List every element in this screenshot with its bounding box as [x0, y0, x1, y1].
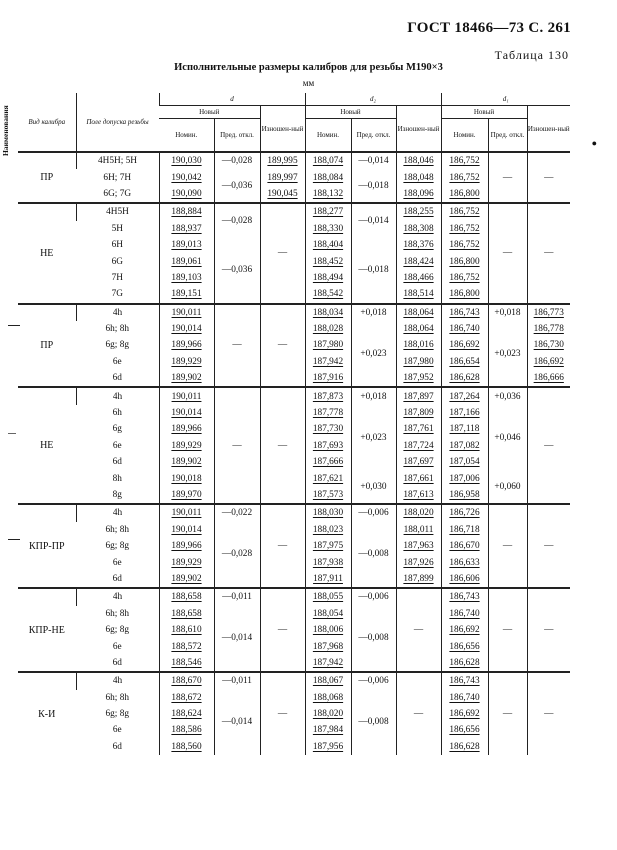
value-cell: 187,916 — [305, 370, 351, 387]
value-cell: —0,006 — [351, 672, 396, 689]
tolerance-cell: 4h — [76, 588, 159, 605]
value-cell: 188,586 — [159, 722, 214, 738]
value-cell: 186,740 — [441, 690, 488, 706]
value-cell: 186,773 — [527, 304, 570, 321]
value-cell: 190,018 — [159, 470, 214, 486]
value-cell: 187,118 — [441, 421, 488, 437]
value-cell: 188,034 — [305, 304, 351, 321]
value-cell: —0,008 — [351, 690, 396, 756]
value-cell: 188,466 — [396, 270, 441, 286]
value-cell: 188,068 — [305, 690, 351, 706]
value-cell: — — [396, 588, 441, 672]
value-cell: 188,884 — [159, 203, 214, 220]
value-cell: 188,255 — [396, 203, 441, 220]
value-cell: — — [488, 504, 527, 588]
header-worn-d: Изношен-ный — [260, 106, 305, 153]
value-cell: 186,800 — [441, 286, 488, 303]
tolerance-cell: 6d — [112, 741, 122, 752]
tolerance-cell: 4h — [76, 672, 159, 689]
tolerance-cell: 6h; 8h — [105, 524, 129, 535]
value-cell: —0,008 — [351, 522, 396, 589]
header-gauge-type: Вид калибра — [18, 93, 76, 152]
tolerance-cell: 6e — [112, 440, 122, 451]
value-cell: 186,628 — [441, 739, 488, 755]
gauge-name: ПР — [18, 152, 76, 203]
value-cell: 189,929 — [159, 354, 214, 370]
value-cell: — — [260, 387, 305, 504]
value-cell: 186,656 — [441, 638, 488, 654]
value-cell: — — [527, 672, 570, 755]
value-cell: 189,103 — [159, 270, 214, 286]
header-worn-d1: Изношен-ный — [527, 106, 570, 153]
value-cell: — — [260, 504, 305, 588]
value-cell: 187,809 — [396, 405, 441, 421]
tolerance-cell: 6d — [112, 657, 122, 668]
value-cell: — — [260, 672, 305, 755]
header-worn-d2: Изношен-ный — [396, 106, 441, 153]
value-cell: 187,661 — [396, 470, 441, 486]
value-cell: 187,942 — [305, 354, 351, 370]
tolerance-cell: 7G — [111, 289, 123, 300]
value-cell: 186,666 — [527, 370, 570, 387]
value-cell: 190,014 — [159, 522, 214, 538]
value-cell: 186,718 — [441, 522, 488, 538]
value-cell: 188,067 — [305, 672, 351, 689]
value-cell: — — [488, 152, 527, 203]
table-row — [18, 186, 570, 203]
page-header — [0, 0, 617, 90]
value-cell: 188,672 — [159, 690, 214, 706]
header-d: d — [159, 93, 305, 106]
table-number: Таблица 130 — [494, 48, 569, 62]
value-cell: 186,752 — [441, 237, 488, 253]
value-cell: 188,096 — [396, 186, 441, 203]
value-cell: 190,011 — [159, 304, 214, 321]
value-cell: 187,968 — [305, 638, 351, 654]
table-caption: Исполнительные размеры калибров для резьбы М190×3 — [174, 62, 443, 73]
value-cell: — — [488, 588, 527, 672]
value-cell: 186,628 — [441, 370, 488, 387]
value-cell: 188,016 — [396, 337, 441, 353]
value-cell: 186,752 — [441, 270, 488, 286]
gauge-name: КПР-НЕ — [18, 588, 76, 672]
value-cell: 187,082 — [441, 438, 488, 454]
value-cell: 188,937 — [159, 221, 214, 237]
value-cell: 188,376 — [396, 237, 441, 253]
value-cell: — — [527, 203, 570, 303]
value-cell: 188,132 — [305, 186, 351, 203]
tolerance-cell: 4h — [76, 504, 159, 521]
value-cell: 190,011 — [159, 504, 214, 521]
value-cell: 186,740 — [441, 606, 488, 622]
value-cell: 187,666 — [305, 454, 351, 470]
tolerance-cell: 6Н — [111, 240, 123, 251]
table-row — [18, 152, 570, 169]
tolerance-cell: 8h — [112, 473, 122, 484]
value-cell: 187,980 — [396, 354, 441, 370]
value-cell: 188,277 — [305, 203, 351, 220]
value-cell: 186,692 — [527, 354, 570, 370]
tolerance-cell: 6g; 8g — [105, 340, 129, 351]
value-cell: — — [527, 504, 570, 588]
value-cell: 187,621 — [305, 470, 351, 486]
gauge-name: ПР — [18, 304, 76, 388]
value-cell: — — [527, 387, 570, 504]
value-cell: 190,042 — [159, 169, 214, 185]
tolerance-cell: 6h; 8h — [105, 692, 129, 703]
value-cell: 186,752 — [441, 203, 488, 220]
value-cell: 188,048 — [396, 169, 441, 185]
value-cell: 187,956 — [305, 739, 351, 755]
value-cell: — — [396, 672, 441, 755]
value-cell: 188,452 — [305, 253, 351, 269]
value-cell: 188,542 — [305, 286, 351, 303]
value-cell: 188,064 — [396, 321, 441, 337]
value-cell: 186,606 — [441, 571, 488, 588]
value-cell: 190,014 — [159, 405, 214, 421]
value-cell: +0,023 — [488, 321, 527, 388]
gauge-name: К-И — [18, 672, 76, 755]
tolerance-cell: 4h — [76, 387, 159, 404]
header-tolerance-field: Поле допуска резьбы — [76, 93, 159, 152]
value-cell: 186,692 — [441, 337, 488, 353]
value-cell: —0,018 — [351, 169, 396, 203]
table-row — [18, 169, 570, 185]
value-cell: —0,006 — [351, 588, 396, 605]
value-cell: 186,726 — [441, 504, 488, 521]
value-cell: —0,014 — [214, 690, 260, 756]
value-cell: 187,054 — [441, 454, 488, 470]
value-cell: +0,046 — [488, 405, 527, 471]
value-cell: 189,061 — [159, 253, 214, 269]
tolerance-cell: 6e — [112, 557, 122, 568]
tolerance-cell: 6e — [112, 725, 122, 736]
value-cell: 186,743 — [441, 304, 488, 321]
value-cell: 187,724 — [396, 438, 441, 454]
gauge-dimensions-table — [18, 93, 570, 755]
value-cell: 188,404 — [305, 237, 351, 253]
tolerance-cell: 6g; 8g — [105, 541, 129, 552]
value-cell: 187,693 — [305, 438, 351, 454]
value-cell: 187,166 — [441, 405, 488, 421]
value-cell: 188,074 — [305, 152, 351, 169]
tolerance-cell: 4Н5Н; 5Н — [76, 152, 159, 169]
value-cell: 186,752 — [441, 152, 488, 169]
value-cell: 187,697 — [396, 454, 441, 470]
table-row — [18, 387, 570, 404]
value-cell: —0,011 — [214, 588, 260, 605]
value-cell: 187,730 — [305, 421, 351, 437]
value-cell: 188,006 — [305, 622, 351, 638]
value-cell: 189,902 — [159, 370, 214, 387]
value-cell: 186,800 — [441, 253, 488, 269]
tolerance-cell: 7Н — [111, 272, 123, 283]
value-cell: —0,014 — [214, 606, 260, 673]
header-nom: Номин. — [305, 119, 351, 153]
value-cell: 187,613 — [396, 487, 441, 504]
value-cell: 188,030 — [305, 504, 351, 521]
value-cell: — — [527, 588, 570, 672]
margin-bullet-icon: ● — [591, 138, 597, 148]
value-cell: 186,670 — [441, 538, 488, 554]
value-cell: 188,610 — [159, 622, 214, 638]
value-cell: 188,624 — [159, 706, 214, 722]
value-cell: 188,308 — [396, 221, 441, 237]
value-cell: 187,899 — [396, 571, 441, 588]
value-cell: —0,014 — [351, 203, 396, 237]
header-new-d2: Новый — [305, 106, 396, 119]
value-cell: 187,873 — [305, 387, 351, 404]
tolerance-cell: 6g; 8g — [105, 709, 129, 720]
value-cell: 188,330 — [305, 221, 351, 237]
value-cell: 188,046 — [396, 152, 441, 169]
value-cell: —0,036 — [214, 169, 260, 203]
value-cell: —0,028 — [214, 522, 260, 589]
value-cell: 190,030 — [159, 152, 214, 169]
value-cell: 189,902 — [159, 454, 214, 470]
tolerance-cell: 6e — [112, 641, 122, 652]
value-cell: 188,572 — [159, 638, 214, 654]
table-row — [18, 588, 570, 605]
value-cell: 187,006 — [441, 470, 488, 486]
tolerance-cell: 6Н; 7Н — [103, 172, 132, 183]
tolerance-cell: 6h; 8h — [105, 608, 129, 619]
value-cell: 186,743 — [441, 588, 488, 605]
value-cell: 186,692 — [441, 706, 488, 722]
header-new-d: Новый — [159, 106, 260, 119]
value-cell: —0,006 — [351, 504, 396, 521]
value-cell: 186,958 — [441, 487, 488, 504]
value-cell: 186,743 — [441, 672, 488, 689]
value-cell: 188,023 — [305, 522, 351, 538]
tolerance-cell: 6d — [112, 457, 122, 468]
value-cell: 187,778 — [305, 405, 351, 421]
gauge-name: КПР-ПР — [18, 504, 76, 588]
tolerance-cell: 6e — [112, 356, 122, 367]
value-cell: —0,036 — [214, 237, 260, 304]
value-cell: 189,966 — [159, 337, 214, 353]
value-cell: 186,692 — [441, 622, 488, 638]
table-row — [18, 203, 570, 220]
header-d1: d₁ — [441, 93, 570, 106]
header-dev: Пред. откл. — [488, 119, 527, 153]
value-cell: 186,800 — [441, 186, 488, 203]
value-cell: 190,014 — [159, 321, 214, 337]
tolerance-cell: 5Н — [111, 223, 123, 234]
value-cell: —0,008 — [351, 606, 396, 673]
tolerance-cell: 6d — [112, 373, 122, 384]
tolerance-cell: 6G; 7G — [103, 188, 132, 199]
table-row — [18, 304, 570, 321]
margin-tick — [8, 433, 16, 434]
value-cell: 189,966 — [159, 421, 214, 437]
tolerance-cell: 6G — [111, 256, 123, 267]
value-cell: 187,264 — [441, 387, 488, 404]
value-cell: +0,018 — [488, 304, 527, 321]
value-cell: 187,984 — [305, 722, 351, 738]
value-cell: 187,938 — [305, 554, 351, 570]
value-cell: +0,030 — [351, 470, 396, 504]
header-dev: Пред. откл. — [214, 119, 260, 153]
document-reference: ГОСТ 18466—73 С. 261 — [407, 20, 571, 36]
value-cell: —0,014 — [351, 152, 396, 169]
value-cell: — — [488, 203, 527, 303]
value-cell: 187,911 — [305, 571, 351, 588]
header-nom: Номин. — [441, 119, 488, 153]
value-cell: 188,494 — [305, 270, 351, 286]
value-cell: 188,084 — [305, 169, 351, 185]
value-cell: +0,018 — [351, 304, 396, 321]
value-cell: 189,997 — [260, 169, 305, 185]
value-cell: 188,546 — [159, 655, 214, 672]
value-cell: 186,740 — [441, 321, 488, 337]
value-cell: 187,963 — [396, 538, 441, 554]
tolerance-cell: 6g; 8g — [105, 625, 129, 636]
value-cell: 186,730 — [527, 337, 570, 353]
value-cell: 188,011 — [396, 522, 441, 538]
tolerance-cell: 6h; 8h — [105, 324, 129, 335]
value-cell: 186,752 — [441, 221, 488, 237]
value-cell: 189,013 — [159, 237, 214, 253]
value-cell: 187,926 — [396, 554, 441, 570]
value-cell: +0,060 — [488, 470, 527, 504]
tolerance-cell: 4h — [76, 304, 159, 321]
value-cell: — — [488, 672, 527, 755]
value-cell: 189,966 — [159, 538, 214, 554]
value-cell: 186,633 — [441, 554, 488, 570]
value-cell: 187,897 — [396, 387, 441, 404]
value-cell: 186,778 — [527, 321, 570, 337]
header-dev: Пред. откл. — [351, 119, 396, 153]
value-cell: 188,514 — [396, 286, 441, 303]
value-cell: 187,975 — [305, 538, 351, 554]
tolerance-cell: 4Н5Н — [76, 203, 159, 220]
value-cell: 186,654 — [441, 354, 488, 370]
header-d2: d₂ — [305, 93, 441, 106]
value-cell: 188,560 — [159, 739, 214, 755]
gauge-name: НЕ — [18, 387, 76, 504]
value-cell: 189,929 — [159, 554, 214, 570]
value-cell: — — [214, 387, 260, 504]
tolerance-cell: 6h — [112, 408, 122, 419]
value-cell: +0,036 — [488, 387, 527, 404]
value-cell: 190,090 — [159, 186, 214, 203]
value-cell: — — [527, 152, 570, 203]
table-row — [18, 672, 570, 689]
value-cell: 189,151 — [159, 286, 214, 303]
header-nom: Номин. — [159, 119, 214, 153]
value-cell: 188,424 — [396, 253, 441, 269]
side-label: Наименования — [1, 105, 10, 156]
header-row — [18, 93, 570, 106]
value-cell: +0,023 — [351, 321, 396, 388]
value-cell: —0,028 — [214, 152, 260, 169]
value-cell: 188,658 — [159, 606, 214, 622]
value-cell: 186,752 — [441, 169, 488, 185]
value-cell: 188,670 — [159, 672, 214, 689]
header-new-d1: Новый — [441, 106, 527, 119]
value-cell: 188,064 — [396, 304, 441, 321]
value-cell: 188,028 — [305, 321, 351, 337]
tolerance-cell: 8g — [112, 490, 122, 500]
value-cell: — — [260, 588, 305, 672]
value-cell: 187,573 — [305, 487, 351, 504]
value-cell: —0,011 — [214, 672, 260, 689]
value-cell: 188,055 — [305, 588, 351, 605]
value-cell: 187,942 — [305, 655, 351, 672]
value-cell: 190,045 — [260, 186, 305, 203]
value-cell: — — [260, 304, 305, 388]
value-cell: 187,952 — [396, 370, 441, 387]
value-cell: +0,023 — [351, 405, 396, 471]
value-cell: 187,761 — [396, 421, 441, 437]
value-cell: 187,980 — [305, 337, 351, 353]
value-cell: 188,658 — [159, 588, 214, 605]
value-cell: 189,929 — [159, 438, 214, 454]
table-unit: мм — [302, 78, 315, 88]
value-cell: — — [214, 304, 260, 388]
value-cell: — — [260, 203, 305, 303]
value-cell: 188,020 — [396, 504, 441, 521]
value-cell: 189,970 — [159, 487, 214, 504]
tolerance-cell: 6g — [112, 424, 122, 435]
value-cell: —0,028 — [214, 203, 260, 237]
table-row — [18, 504, 570, 521]
value-cell: 186,656 — [441, 722, 488, 738]
gauge-name: НЕ — [18, 203, 76, 303]
value-cell: 186,628 — [441, 655, 488, 672]
value-cell: 189,902 — [159, 571, 214, 588]
value-cell: 188,020 — [305, 706, 351, 722]
value-cell: —0,022 — [214, 504, 260, 521]
value-cell: 189,995 — [260, 152, 305, 169]
value-cell: —0,018 — [351, 237, 396, 304]
value-cell: 188,054 — [305, 606, 351, 622]
tolerance-cell: 6d — [112, 573, 122, 584]
value-cell: +0,018 — [351, 387, 396, 404]
value-cell: 190,011 — [159, 387, 214, 404]
